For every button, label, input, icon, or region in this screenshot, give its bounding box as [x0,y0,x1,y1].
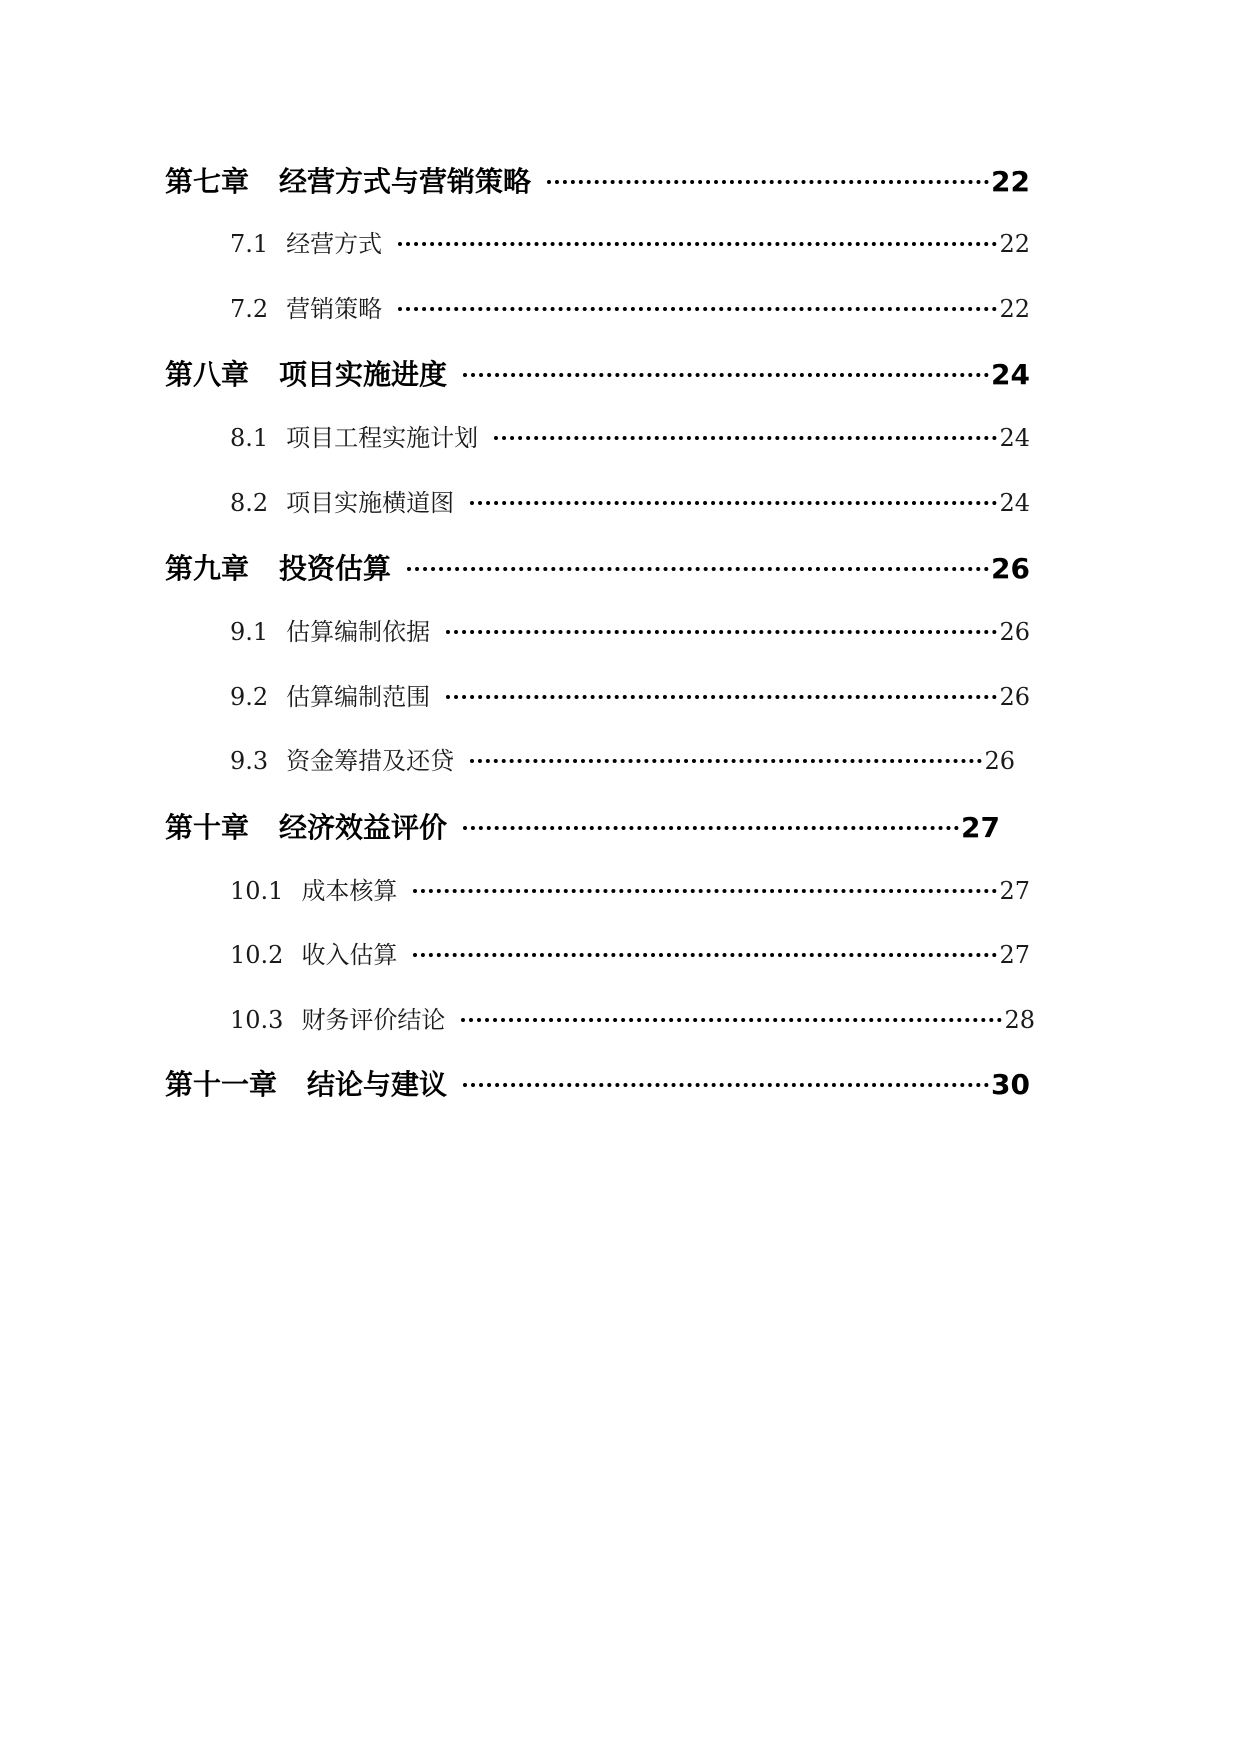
toc-chapter-number: 第十章 [165,811,250,844]
toc-page-number: 28 [1004,1006,1035,1034]
dot-leader [463,373,989,377]
toc-section-number: 9.1 [230,618,269,646]
toc-page-number: 22 [999,295,1030,323]
dot-leader [398,307,997,311]
dot-leader [494,436,997,440]
toc-page-number: 27 [999,941,1030,969]
toc-section-9-1[interactable] [230,612,1030,647]
toc-section-number: 10.1 [230,877,284,905]
toc-page-number: 26 [999,618,1030,646]
toc-chapter-number: 第七章 [165,165,250,198]
toc-section-title: 营销策略 [286,295,383,323]
toc-page-number: 27 [961,811,1000,844]
toc-section-number: 10.2 [230,941,284,969]
toc-page-number: 22 [999,230,1030,258]
dot-leader [398,242,997,246]
toc-section-title: 成本核算 [301,877,398,905]
toc-chapter-title: 项目实施进度 [279,358,448,391]
toc-chapter-8[interactable] [165,353,1030,393]
toc-page-number: 24 [999,489,1030,517]
toc-page-number: 26 [984,747,1015,775]
toc-section-title: 估算编制范围 [286,683,431,711]
dot-leader [446,695,997,699]
toc-section-title: 财务评价结论 [301,1006,446,1034]
toc-page-number: 26 [991,552,1030,585]
toc-page-number: 26 [999,683,1030,711]
toc-chapter-number: 第九章 [165,552,250,585]
dot-leader [413,889,997,893]
toc-section-title: 项目工程实施计划 [286,424,479,452]
dot-leader [463,826,959,830]
toc-section-number: 9.3 [230,747,269,775]
toc-section-number: 7.1 [230,230,269,258]
toc-page-number: 24 [991,358,1030,391]
dot-leader [446,630,997,634]
toc-section-number: 8.1 [230,424,269,452]
toc-section-10-3[interactable] [230,1000,1035,1035]
toc-section-title: 经营方式 [286,230,383,258]
toc-section-10-1[interactable] [230,871,1030,906]
toc-chapter-title: 投资估算 [279,552,392,585]
toc-chapter-title: 经济效益评价 [279,811,448,844]
toc-section-7-1[interactable] [230,224,1030,259]
dot-leader [470,759,982,763]
toc-section-number: 8.2 [230,489,269,517]
toc-section-title: 估算编制依据 [286,618,431,646]
toc-chapter-title: 结论与建议 [307,1068,448,1101]
toc-chapter-7[interactable] [165,160,1030,200]
dot-leader [463,1083,989,1087]
toc-section-7-2[interactable] [230,289,1030,324]
toc-section-10-2[interactable] [230,935,1030,970]
toc-page-number: 24 [999,424,1030,452]
dot-leader [413,953,997,957]
toc-section-number: 10.3 [230,1006,284,1034]
toc-section-title: 收入估算 [301,941,398,969]
toc-chapter-title: 经营方式与营销策略 [279,165,532,198]
toc-chapter-9[interactable] [165,547,1030,587]
toc-page-number: 22 [991,165,1030,198]
toc-section-title: 资金筹措及还贷 [286,747,455,775]
toc-page-number: 27 [999,877,1030,905]
dot-leader [461,1018,1002,1022]
toc-section-number: 7.2 [230,295,269,323]
toc-chapter-number: 第八章 [165,358,250,391]
dot-leader [470,501,997,505]
toc-section-9-2[interactable] [230,677,1030,712]
toc-page-number: 30 [991,1068,1030,1101]
toc-section-9-3[interactable] [230,741,1015,776]
toc-chapter-11[interactable] [165,1063,1030,1103]
toc-section-number: 9.2 [230,683,269,711]
dot-leader [407,567,989,571]
toc-chapter-10[interactable] [165,806,1000,846]
toc-section-8-2[interactable] [230,483,1030,518]
toc-section-8-1[interactable] [230,418,1030,453]
toc-section-title: 项目实施横道图 [286,489,455,517]
toc-chapter-number: 第十一章 [165,1068,278,1101]
dot-leader [547,180,989,184]
